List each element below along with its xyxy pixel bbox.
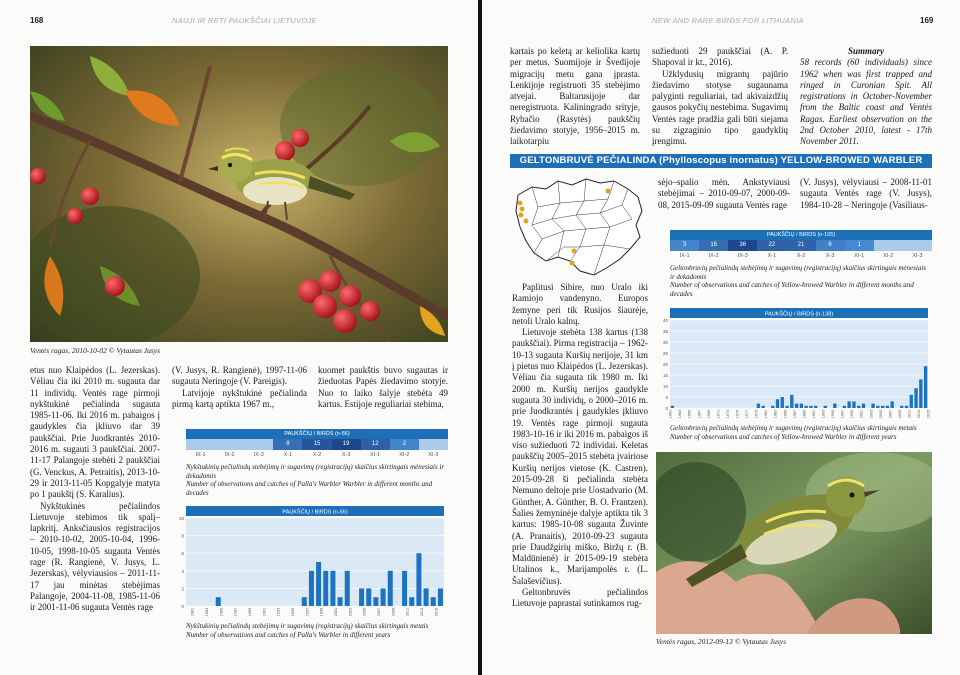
- table-cell: 21: [786, 240, 815, 251]
- bar-2002: [862, 404, 865, 408]
- y-tick-label: 15: [662, 373, 668, 378]
- table-month-label: XI-3: [428, 452, 439, 458]
- bar-2008: [890, 401, 893, 408]
- x-tick-label: 1977: [745, 409, 750, 419]
- bar-2003: [345, 571, 350, 606]
- y-tick-label: 30: [662, 340, 668, 345]
- month-table-caption: [186, 463, 448, 497]
- running-head: NEW AND RARE BIRDS FOR LITHUANIA: [652, 16, 804, 25]
- table-month-label: IX-3: [253, 452, 264, 458]
- table-header: PAUKŠČIŲ / BIRDS (n-105): [670, 230, 932, 240]
- table-month-label: IX-2: [708, 253, 719, 259]
- bar-2002: [338, 597, 343, 606]
- bar-1985: [781, 397, 784, 408]
- bar-2008: [381, 588, 386, 606]
- x-tick-label: 1965: [687, 409, 692, 419]
- summary-block: [800, 46, 932, 148]
- caption-lt: Nykštukinių pečialindų stebėjimų ir sugavimų (registracijų) skaičius skirtingais metais: [186, 622, 429, 630]
- table-month-label: XI-2: [399, 452, 410, 458]
- x-tick-label: 1969: [706, 409, 711, 419]
- bar-2007: [886, 406, 889, 408]
- month-decade-table-left: [186, 429, 448, 460]
- table-cell: 3: [670, 240, 699, 251]
- caption-en: Number of observations and catches of Yellow-browed Warbler in different years: [670, 432, 897, 441]
- bird-in-hand-photo: [656, 452, 932, 634]
- paragraph: (V. Jusys), vėlyviausi – 2008-11-01 sugauta Ventės rage (V. Jusys), 1984-10-28 – Neringoje (Vasiliaus-: [800, 177, 932, 210]
- table-month-label: XI-1: [854, 253, 865, 259]
- text-column-2: [652, 46, 788, 148]
- table-month-label: IX-1: [195, 452, 206, 458]
- table-month-label: X-3: [341, 452, 351, 458]
- table-cell: [186, 439, 215, 450]
- bar-1998: [309, 571, 314, 606]
- x-tick-label: 1961: [668, 409, 673, 419]
- table-cell: 15: [302, 439, 331, 450]
- month-decade-table-right: [670, 230, 932, 261]
- table-cell: 16: [699, 240, 728, 251]
- x-tick-label: 1997: [840, 409, 845, 419]
- bar-1988: [795, 404, 798, 408]
- table-month-label: X-3: [825, 253, 835, 259]
- bar-2005: [876, 406, 879, 408]
- y-tick-label: 10: [178, 516, 184, 521]
- table-labels-row: [670, 251, 932, 261]
- y-tick-label: 10: [662, 384, 668, 389]
- month-table-caption: [670, 264, 932, 298]
- y-tick-label: 4: [181, 568, 184, 574]
- page-number: 169: [920, 16, 934, 25]
- y-tick-label: 0: [665, 406, 668, 411]
- photo-caption: Ventės ragas, 2010-10-02 © Vytautas Jusys: [30, 346, 160, 355]
- table-cell: [903, 240, 932, 251]
- x-tick-label: 2009: [897, 409, 902, 419]
- x-tick-label: 1989: [247, 607, 252, 617]
- bar-2000: [323, 571, 328, 606]
- species-text-column-1: [512, 282, 648, 610]
- x-tick-label: 2007: [888, 409, 893, 419]
- table-cell: [874, 240, 903, 251]
- paragraph: Geltonbruvės pečialindos Lietuvoje paprastai sutinkamos rug-: [512, 587, 648, 609]
- x-tick-label: 1983: [773, 409, 778, 419]
- x-tick-label: 1979: [754, 409, 759, 419]
- paragraph: sužieduoti 29 paukščiai (A. P. Shapoval ir kt., 2016).: [652, 46, 788, 68]
- text-column-3: [318, 365, 448, 410]
- table-cell: 8: [273, 439, 302, 450]
- bar-2006: [881, 406, 884, 408]
- species-title-bar: GELTONBRUVĖ PEČIALINDA (Phylloscopus inornatus) YELLOW-BROWED WARBLER: [510, 154, 932, 168]
- running-head: NAUJI IR RETI PAUKŠČIAI LIETUVOJE: [172, 16, 317, 25]
- bar-1996: [833, 404, 836, 408]
- bar-2014: [424, 588, 429, 606]
- paragraph: kartais po keletą ar keliolika kartų per metus. Suomijoje ir Švedijoje migracijų metu gana įprasta. Lenkijoje registruoti 35 stebėjimo atvejai. Baltarusijoje dar neregistruota. Kaliningrado srityje, Rybačio (Rasytės) paukščių žiedavimo stotyje, 1956–2015 m. laikotarpiu: [510, 46, 640, 147]
- table-cell: [244, 439, 273, 450]
- chart-title: PAUKŠČIŲ / BIRDS (n-55): [282, 509, 348, 516]
- x-tick-label: 1983: [204, 607, 209, 617]
- caption-en: Number of observations and catches of Palla's Warbler in different years: [186, 630, 391, 639]
- x-tick-label: 1989: [802, 409, 807, 419]
- bar-2011: [905, 406, 908, 408]
- table-cell: 2: [390, 439, 419, 450]
- paragraph: Užklydusių migrantų pajūrio žiedavimo stotyse sugaunama palyginti reguliariai, tad akivaizdžių gausos pokyčių nestebima. Sugavimų Ventės rage pradžia gali būti siejama su zigzaginio tipo gaudyklių įrengimu.: [652, 68, 788, 147]
- year-chart-caption: [186, 622, 448, 639]
- x-tick-label: 1995: [290, 607, 295, 617]
- x-tick-label: 2015: [434, 607, 439, 617]
- table-labels-row: [186, 450, 448, 460]
- bar-2016: [438, 588, 443, 606]
- table-cell: 6: [816, 240, 845, 251]
- table-header: PAUKŠČIŲ / BIRDS (n-56): [186, 429, 448, 439]
- bar-1980: [757, 404, 760, 408]
- table-cell: 12: [361, 439, 390, 450]
- x-tick-label: 1995: [831, 409, 836, 419]
- x-tick-label: 2013: [419, 607, 424, 617]
- x-tick-label: 1973: [725, 409, 730, 419]
- bar-2012: [409, 597, 414, 606]
- bar-1999: [847, 401, 850, 408]
- x-tick-label: 1985: [219, 607, 224, 617]
- bar-1962: [671, 406, 674, 408]
- table-cell: 19: [332, 439, 361, 450]
- table-cell: 36: [728, 240, 757, 251]
- y-tick-label: 20: [662, 362, 668, 367]
- bar-1989: [800, 404, 803, 408]
- summary-text: 58 records (60 individuals) since 1962 when was first trapped and ringed in Curonian Spit. All registrations in October-November from the Baltic coast and Ventės Ragas. Earliest observation on the 2nd October 2010, latest - 17th November 2011.: [800, 57, 932, 147]
- paragraph: sėjo–spalio mėn. Ankstyviausi stebėjimai – 2010-09-07, 2000-09-08, 2015-09-09 sugauta Ventės rage: [658, 177, 790, 210]
- table-month-label: X-1: [283, 452, 293, 458]
- table-month-label: IX-2: [224, 452, 235, 458]
- bar-1994: [824, 406, 827, 408]
- x-tick-label: 2011: [907, 409, 912, 419]
- x-tick-label: 1967: [697, 409, 702, 419]
- bar-1987: [790, 395, 793, 408]
- table-cell: [419, 439, 448, 450]
- table-month-label: XI-1: [370, 452, 381, 458]
- bar-2013: [416, 553, 421, 606]
- x-tick-label: 2005: [362, 607, 367, 617]
- y-tick-label: 6: [181, 551, 184, 557]
- caption-lt: Nykštukinių pečialindų stebėjimų ir sugavimų (registracijų) skaičius skirtingais mėnesiais ir dekadomis: [186, 463, 445, 480]
- bar-2005: [359, 588, 364, 606]
- paragraph: Lietuvoje stebėta 138 kartus (138 paukščiai). Pirma registracija – 1962-10-13 sugauta Kuršių nerijoje, 31 km į pietus nuo Klaipėdos (L. Jezerskas). Vėliau čia sugauta tik 1980 m. Iki 2000 m. Kuršių nerijos gaudykle sugauta 30 individų, o 2000–2016 m. prie Juodkrantės į gaudykles įkliuvo 19. Ventės rage pirmoji sugauta 1983-10-16 ir iki 2016 m. pabaigos iš viso sužieduoti 72 individai. Keletas paukščių 2005–2015 stebėta įvairiose Kuršių nerijos vietose (K. Castren). 2015-09-28 ši pečialinda stebėta Nemuno deltoje prie Uostadvario (M. Günther, A. Günther, B. O. Frantzen). Šalies žemyninėje dalyje aptikta tik 3 kartus: 1985-10-08 sugauta Žuvinte (A. Pranaitis), 2010-09-23 sugauta prie Daudžgirių miško, Biržų r. (B. Maldūnienė) ir 2015-09-19 stebėta Utalinos k., Marijampolės r. (L. Šalaševičius).: [512, 327, 649, 586]
- table-cell: 1: [845, 240, 874, 251]
- year-chart-left: [176, 506, 448, 618]
- x-tick-label: 1987: [792, 409, 797, 419]
- x-tick-label: 2007: [376, 607, 381, 617]
- x-tick-label: 1991: [262, 607, 267, 617]
- bar-1985: [216, 597, 221, 606]
- bar-2012: [910, 395, 913, 408]
- text-column-1: [30, 365, 160, 614]
- y-tick-label: 0: [181, 604, 184, 609]
- bar-2015: [924, 366, 927, 408]
- left-page: [0, 0, 478, 675]
- bar-1991: [809, 406, 812, 408]
- bar-2001: [330, 571, 335, 606]
- x-tick-label: 1991: [811, 409, 816, 419]
- x-tick-label: 2009: [391, 607, 396, 617]
- bar-1998: [843, 406, 846, 408]
- summary-title: Summary: [847, 46, 884, 56]
- x-tick-label: 1999: [850, 409, 855, 419]
- bar-1997: [302, 597, 307, 606]
- chart-title: PAUKŠČIŲ / BIRDS (n-138): [764, 311, 834, 318]
- caption-en: Number of observations and catches of Yellow-browed Warbler in different months and decades: [670, 281, 914, 298]
- bar-1990: [804, 406, 807, 408]
- x-tick-label: 1997: [305, 607, 310, 617]
- x-tick-label: 1999: [319, 607, 324, 617]
- bar-1986: [785, 406, 788, 408]
- bar-2006: [366, 588, 371, 606]
- x-tick-label: 1985: [783, 409, 788, 419]
- bar-1999: [316, 562, 321, 606]
- species-text-column-3: [800, 177, 932, 211]
- paragraph: Paplitusi Sibire, nuo Uralo iki Ramiojo vandenyno. Europos žemyne peri tik Rusijos šiaurėje, netoli Uralo kalnų.: [512, 282, 648, 326]
- table-month-label: XI-3: [912, 253, 923, 259]
- paragraph: etus nuo Klaipėdos (L. Jezerskas). Vėliau čia iki 2010 m. sugauta dar 11 individų. Ventės rage pirmoji nykštukinė pečialinda sugauta 1985-11-06. Iki 2016 m. pabaigos į gaudykles čia įkliuvo dar 39 paukščiai. Prie Juodkrantės 2010-2016 m. sugauti 3 paukščiai. 2007-11-17 Palangoje stebėti 2 paukščiai (G. Venckus, A. Petraitis), 2013-10-29 ir 2013-11-05 Kopgalyje matyta po 1 paukštį (S. Karalius).: [30, 365, 160, 500]
- caption-en: Number of observations and catches of Palla's Warbler Warbler in different months and decades: [186, 480, 433, 497]
- x-tick-label: 2003: [348, 607, 353, 617]
- bar-2013: [914, 388, 917, 408]
- x-tick-label: 1993: [276, 607, 281, 617]
- x-tick-label: 1987: [233, 607, 238, 617]
- table-values-row: [186, 439, 448, 450]
- bar-2014: [919, 379, 922, 408]
- table-cell: 22: [757, 240, 786, 251]
- y-tick-label: 40: [662, 318, 668, 323]
- bar-1981: [761, 406, 764, 408]
- bar-2010: [900, 406, 903, 408]
- x-tick-label: 1981: [764, 409, 769, 419]
- y-tick-label: 25: [662, 351, 668, 356]
- y-tick-label: 8: [181, 533, 184, 539]
- bar-2004: [871, 404, 874, 408]
- bird-photo-pallas-warbler: [30, 46, 448, 342]
- table-month-label: X-2: [312, 452, 322, 458]
- bar-2000: [852, 401, 855, 408]
- page-number: 168: [30, 16, 44, 25]
- table-month-label: X-1: [767, 253, 777, 259]
- table-cell: [215, 439, 244, 450]
- x-tick-label: 2015: [926, 409, 931, 419]
- paragraph: kuomet paukštis buvo sugautas ir žieduotas Papės žiedavimo stotyje. Nuo to laiko šalyje stebėta 49 kartus. Estijoje reguliariai stebima,: [318, 365, 448, 409]
- y-tick-label: 5: [665, 395, 668, 400]
- bar-1983: [771, 406, 774, 408]
- caption-lt: Geltonbruvių pečialindų stebėjimų ir sugavimų (registracijų) skaičius skirtingais metais: [670, 424, 917, 432]
- text-column-1: [510, 46, 640, 148]
- x-tick-label: 1981: [190, 607, 195, 617]
- x-tick-label: 2001: [333, 607, 338, 617]
- species-text-column-2: [658, 177, 790, 211]
- x-tick-label: 1975: [735, 409, 740, 419]
- bar-1992: [814, 406, 817, 408]
- bar-2001: [857, 406, 860, 408]
- table-month-label: IX-3: [737, 253, 748, 259]
- year-chart-right: [660, 308, 932, 420]
- photo-caption: Ventės ragas, 2012-09-13 © Vytautas Jusys: [656, 637, 786, 646]
- paragraph: Latvijoje nykštukinė pečialinda pirmą kartą aptikta 1967 m.,: [172, 387, 307, 409]
- table-month-label: X-2: [796, 253, 806, 259]
- bar-2015: [431, 597, 436, 606]
- x-tick-label: 2003: [869, 409, 874, 419]
- table-month-label: XI-2: [883, 253, 894, 259]
- x-tick-label: 1993: [821, 409, 826, 419]
- year-chart-caption: [670, 424, 932, 441]
- x-tick-label: 1971: [716, 409, 721, 419]
- bar-1984: [776, 399, 779, 408]
- lithuania-distribution-map: [512, 175, 648, 279]
- table-month-label: IX-1: [679, 253, 690, 259]
- bar-2011: [402, 571, 407, 606]
- paragraph: (V. Jusys, R. Rangienė), 1997-11-06 sugauta Neringoje (V. Pareigis).: [172, 365, 307, 387]
- x-tick-label: 2001: [859, 409, 864, 419]
- text-column-2: [172, 365, 307, 410]
- y-tick-label: 2: [181, 586, 184, 592]
- x-tick-label: 2011: [405, 607, 410, 617]
- paragraph: Nykštukinės pečialindos Lietuvoje stebimos tik spalį–lapkritį. Anksčiausios registracijos – 2010-10-02, 2005-10-04, 1996-10-05, 1998-10-05 sugauta Ventės rage (R. Rangienė, V. Jusys, L. Jezerskas), vėlyviausios – 2011-11-17 jau minėtas stebėjimas Palangoje, 2004-11-08, 1985-11-06 ir 2001-11-06 sugauta Ventės rage: [30, 500, 160, 613]
- caption-lt: Geltonbruvių pečialindų stebėjimų ir sugavimų (registracijų) skaičius skirtingais mėnesiais ir dekadomis: [670, 264, 926, 281]
- x-tick-label: 2013: [917, 409, 922, 419]
- x-tick-label: 1963: [678, 409, 683, 419]
- x-tick-label: 2005: [878, 409, 883, 419]
- bar-2007: [373, 597, 378, 606]
- y-tick-label: 35: [662, 329, 668, 334]
- table-values-row: [670, 240, 932, 251]
- bar-2009: [388, 571, 393, 606]
